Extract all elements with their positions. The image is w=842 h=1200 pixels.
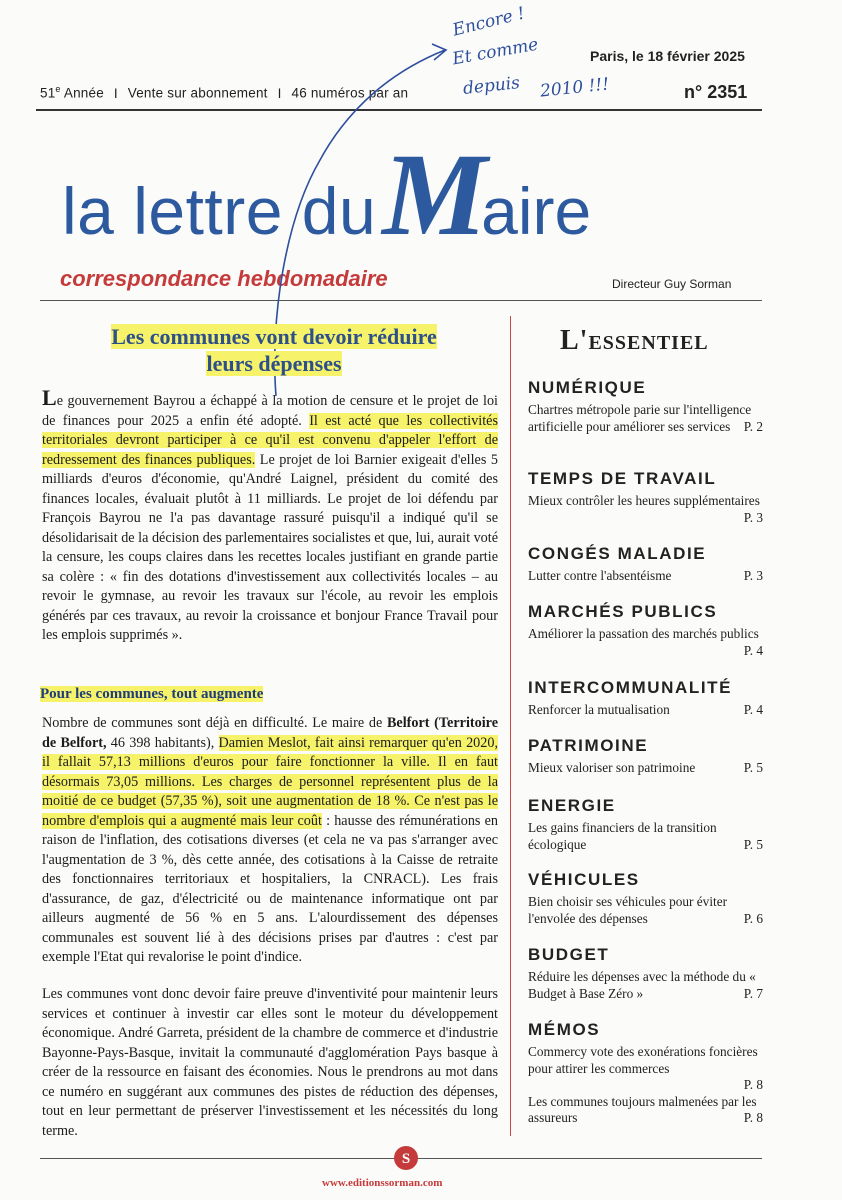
item-text: Réduire les dépenses avec la méthode du « Budget à Base Zéro » [528,969,756,1001]
item-page: P. 4 [743,642,763,658]
section-heading: MÉMOS [528,1020,601,1039]
article-headline [44,323,504,377]
item-text: Renforcer la mutualisation [528,702,670,717]
section-item [528,969,763,1002]
masthead-initial: M [382,129,482,260]
section-item [528,626,763,658]
dateline: Paris, le 18 février 2025 [590,48,745,64]
year-word: Année [63,85,104,101]
column-divider [510,316,511,1136]
section-heading: TEMPS DE TRAVAIL [528,469,717,488]
separator: I [277,85,282,101]
issues-per-year: 46 numéros par an [291,85,409,101]
sidebar-section-numerique [528,378,763,435]
sidebar-title-initial: L' [560,325,589,356]
item-page: P. 8 [743,1077,763,1092]
item-page: P. 5 [743,836,763,852]
sidebar-section-energie [528,796,763,853]
paragraph-1-highlight: Il est acté que les collectivités territoriales devront participer à ce qu'il est convenu d'appeler l'effort de redressement des finances publiques. [42,412,498,468]
year-number: 51 [40,85,56,101]
section-item [528,1044,763,1094]
item-text: Mieux contrôler les heures supplémentaires [528,493,760,508]
headline-line2: leurs dépenses [206,351,342,376]
sidebar-title [560,325,709,357]
section-item [528,493,763,525]
sidebar-title-rest: ESSENTIEL [588,332,709,354]
drop-cap: L [42,385,57,410]
paragraph-1-rest: Le projet de loi Barnier exigeait d'elles 5 milliards d'euros d'économie, qu'André Laignel, président du comité des finances locales, évaluait plutôt à 11 milliards. Le projet de loi défendu par François Bayrou ne l'a pas davantage rassuré puisqu'il a indiqué qu'il se désolidarisait de la décision des parlementaires socialistes et que, lui, aurait voté la censure, les coups claires dans les recettes locales justifiant en grande partie sa colère : « fin des dotations d'investissement aux collectivités locales – au revoir le gymnase, au revoir les travaux sur l'école, au revoir les emplois générés par ces travaux, au revoir la croissance et bonjour France Travail pour les emplois supprimés ». [42,451,498,643]
item-text: Les communes toujours malmenées par les assureurs [528,1093,757,1125]
item-page: P. 3 [743,509,763,525]
year-suffix: e [55,84,61,94]
subscription-info: Vente sur abonnement [127,85,268,101]
masthead-subtitle: correspondance hebdomadaire [60,266,388,291]
item-text: Commercy vote des exonérations foncières pour attirer les commerces [528,1044,758,1076]
handwritten-note-line1: Encore ! [450,3,527,41]
paragraph-1-text: e gouvernement Bayrou a échappé à la motion de censure et le projet de loi de finances pour 2025 a enfin été adopté. [42,393,498,429]
item-page: P. 2 [743,418,763,434]
item-text: Mieux valoriser son patrimoine [528,760,696,775]
section-heading: NUMÉRIQUE [528,378,647,397]
sidebar-section-vehicules [528,870,763,927]
issue-number: n° 2351 [684,82,748,102]
publisher-website-link[interactable]: www.editionssorman.com [322,1177,443,1189]
article-paragraph-2 [42,714,498,968]
sidebar-section-patrimoine [528,736,763,777]
item-text: Améliorer la passation des marchés publics [528,626,759,641]
section-heading: ENERGIE [528,796,616,815]
paragraph-2-population: 46 398 habitants), [106,734,219,751]
item-page: P. 3 [743,568,763,583]
sidebar-section-temps-de-travail [528,469,763,526]
article-paragraph-1 [42,385,498,646]
paragraph-2-highlight: Damien Meslot, fait ainsi remarquer qu'en 2020, il fallait 57,13 millions d'euros pour faire fonctionner la ville. Il en faut désormais 73,05 millions. Les charges de personnel représentent plus de la moitié de ce budget (57,35 %), soit une augmentation de 18 %. Ce n'est pas le nombre d'emplois qui a augmenté mais leur coût [42,734,499,829]
section-heading: VÉHICULES [528,870,640,889]
item-text: Les gains financiers de la transition écologique [528,820,717,852]
item-text: Bien choisir ses véhicules pour éviter l'envolée des dépenses [528,894,728,926]
handwritten-note-line3: depuis [462,73,521,99]
paragraph-2-rest: : hausse des rémunérations en raison de l'inflation, des cotisations diverses (et cela ne va pas s'arranger avec l'augmentation de 3 %, dès cette année, des cotisations à la Caisse de retraite des fonctionnaires territoriaux et hospitaliers, la CNRACL). Les frais d'assurance, de gaz, d'électricité ou de maintenance informatique ont par ailleurs augmenté de 56 % en 5 ans. L'alourdissement des dépenses communales est souvent lié à des décisions prises par d'autres : c'est par exemple l'Etat qui revalorise le point d'indice. [42,812,498,965]
section-item [528,820,763,853]
article-subheading [40,686,263,703]
item-page: P. 8 [743,1110,763,1125]
item-page: P. 4 [743,702,763,717]
section-heading: CONGÉS MALADIE [528,544,707,563]
sidebar-section-budget [528,945,763,1002]
section-item [528,568,763,585]
sidebar-section-marches-publics [528,602,763,659]
publisher-logo-letter: S [401,1151,411,1167]
item-text: Lutter contre l'absentéisme [528,568,672,583]
section-heading: BUDGET [528,945,610,964]
sidebar-section-conges-maladie [528,544,763,585]
director-credit: Directeur Guy Sorman [612,277,732,291]
separator: I [113,85,118,101]
sidebar-section-memos [528,1020,763,1127]
section-item [528,702,763,719]
section-item [528,402,763,435]
masthead-part1: la lettre du [62,174,377,248]
section-item [528,1094,763,1127]
subheading-text: Pour les communes, tout augmente [40,686,264,702]
masthead-part2: aire [481,174,592,248]
section-heading: INTERCOMMUNALITÉ [528,678,733,697]
paragraph-2-text: Nombre de communes sont déjà en difficulté. Le maire de [42,715,387,731]
paragraph-2-place: Belfort (Territoire de Belfort, [42,715,498,751]
item-page: P. 7 [743,985,763,1001]
handwritten-note-line2: Et comme [450,34,540,70]
sidebar-section-intercommunalite [528,678,763,719]
article-paragraph-3: Les communes vont donc devoir faire preuve d'inventivité pour maintenir leurs services et continuer à investir car elles sont le moteur du développement économique. André Garreta, président de la chambre de commerce et d'industrie Bayonne-Pays-Basque, invitait la communauté d'agglomération Pays basque à créer de la ressource en faisant des économies. Nous le prendrons au mot dans ce numéro en suggérant aux communes des pistes de réduction des dépenses, tout en leur permettant de préserver l'investissement et les nécessités du long terme. [42,986,498,1139]
headline-line1: Les communes vont devoir réduire [111,324,437,349]
item-page: P. 5 [743,760,763,775]
section-heading: PATRIMOINE [528,736,649,755]
item-text: Chartres métropole parie sur l'intelligence artificielle pour améliorer ses services [528,402,752,434]
section-heading: MARCHÉS PUBLICS [528,602,718,621]
handwritten-note-line4: 2010 !!! [539,74,611,102]
section-item [528,894,763,927]
publisher-logo [392,1144,420,1172]
item-page: P. 6 [743,910,763,926]
section-item [528,760,763,777]
